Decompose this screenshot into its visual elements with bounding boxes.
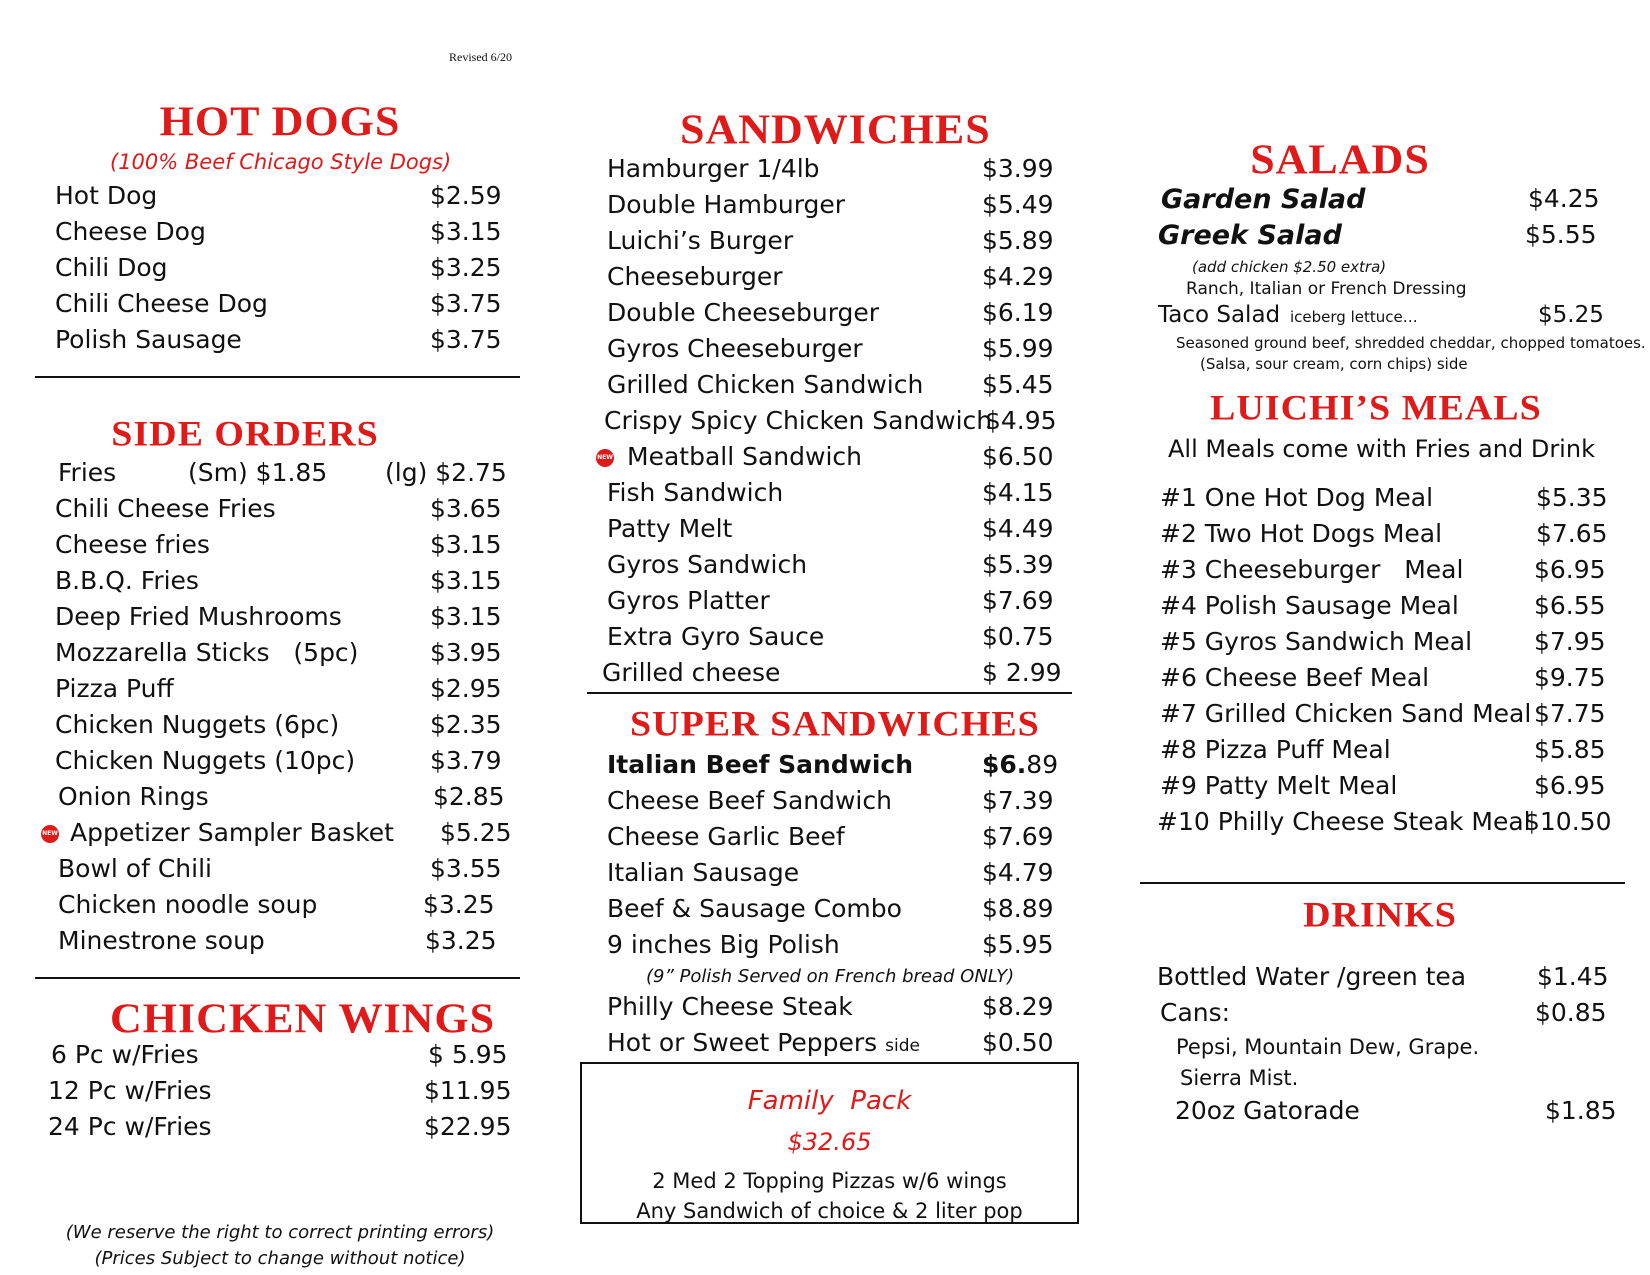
item-name: B.B.Q. Fries [55, 566, 199, 595]
item-name: Double Hamburger [607, 190, 846, 219]
item-name: #6 Cheese Beef Meal [1160, 663, 1430, 692]
menu-item [607, 750, 1077, 786]
menu-item [1160, 555, 1620, 591]
item-name: Crispy Spicy Chicken Sandwich [604, 406, 993, 435]
new-badge-icon: NEW [41, 825, 59, 843]
item-name: #5 Gyros Sandwich Meal [1160, 627, 1473, 656]
menu-item-gatorade [1175, 1096, 1615, 1132]
item-price: $5.85 [1534, 735, 1606, 764]
item-name: 6 Pc w/Fries [51, 1040, 199, 1069]
item-price: $3.65 [430, 494, 502, 523]
dressing-note: Ranch, Italian or French Dressing [1186, 279, 1467, 299]
menu-item [55, 494, 525, 530]
divider [1140, 882, 1625, 884]
item-price: $5.99 [982, 334, 1054, 363]
item-name: Cheese Dog [55, 217, 206, 246]
menu-item [55, 325, 505, 361]
item-price: $2.35 [430, 710, 502, 739]
item-name: Bottled Water /green tea [1157, 962, 1467, 991]
menu-item [607, 622, 1077, 658]
menu-item [55, 253, 505, 289]
item-name: Minestrone soup [58, 926, 265, 955]
item-name: #9 Patty Melt Meal [1160, 771, 1398, 800]
item-name: Fries [58, 458, 117, 487]
item-name: #2 Two Hot Dogs Meal [1160, 519, 1443, 548]
hot-dogs-heading: HOT DOGS [159, 98, 401, 145]
menu-item [55, 782, 525, 818]
family-pack-line1: 2 Med 2 Topping Pizzas w/6 wings [652, 1169, 1007, 1193]
menu-item [1160, 591, 1620, 627]
item-price: $5.25 [440, 818, 512, 847]
menu-item [607, 586, 1077, 622]
item-price: $2.95 [430, 674, 502, 703]
revised-date: Revised 6/20 [449, 50, 512, 64]
polish-note: (9” Polish Served on French bread ONLY) [646, 966, 1015, 987]
item-name: 20oz Gatorade [1175, 1096, 1360, 1125]
item-price: $3.25 [430, 253, 502, 282]
item-name: Fish Sandwich [607, 478, 784, 507]
item-price: $0.75 [982, 622, 1054, 651]
item-name: Beef & Sausage Combo [607, 894, 902, 923]
item-name: Italian Beef Sandwich [607, 750, 914, 779]
meals-heading: LUICHI’S MEALS [1210, 388, 1542, 428]
item-name: Chicken Nuggets (10pc) [55, 746, 356, 775]
item-name: #1 One Hot Dog Meal [1160, 483, 1434, 512]
menu-item [607, 992, 1077, 1028]
item-name: Chili Dog [55, 253, 168, 282]
item-name: Chicken Nuggets (6pc) [55, 710, 340, 739]
menu-item [55, 854, 525, 890]
side-orders-heading: SIDE ORDERS [111, 414, 379, 454]
item-price: $5.35 [1536, 483, 1608, 512]
item-price: $7.95 [1534, 627, 1606, 656]
family-pack-title: Family Pack [747, 1086, 912, 1116]
item-name: Luichi’s Burger [607, 226, 794, 255]
item-price: $6.95 [1534, 555, 1606, 584]
menu-item [55, 181, 505, 217]
item-name: Grilled cheese [602, 658, 781, 687]
menu-item [1160, 519, 1620, 555]
item-price: $3.15 [430, 530, 502, 559]
super-sandwiches-heading: SUPER SANDWICHES [630, 704, 1040, 744]
menu-item [607, 1028, 1077, 1064]
item-price: $11.95 [424, 1076, 512, 1105]
taco-note-sides: (Salsa, sour cream, corn chips) side [1200, 355, 1468, 373]
item-price: $7.69 [982, 822, 1054, 851]
menu-item [607, 262, 1077, 298]
item-price: $0.50 [982, 1028, 1054, 1057]
item-price: $3.15 [430, 566, 502, 595]
item-price: $5.49 [982, 190, 1054, 219]
item-price: $1.85 [1545, 1096, 1617, 1125]
item-price [982, 750, 1058, 779]
item-price: $7.39 [982, 786, 1054, 815]
item-name: Garden Salad [1161, 184, 1366, 215]
item-price: $3.25 [423, 890, 495, 919]
item-price: $7.69 [982, 586, 1054, 615]
item-name: Italian Sausage [607, 858, 800, 887]
disclaimer-printing: (We reserve the right to correct printing errors) [65, 1222, 495, 1243]
hot-dogs-list [55, 181, 505, 361]
menu-item [1158, 220, 1608, 256]
menu-item [48, 1040, 518, 1076]
item-name [607, 1028, 920, 1057]
item-price-rest: 89 [1026, 750, 1059, 779]
item-name: Philly Cheese Steak [607, 992, 853, 1021]
meals-list [1157, 483, 1620, 843]
item-price: $5.55 [1525, 220, 1597, 249]
item-name: #4 Polish Sausage Meal [1160, 591, 1459, 620]
menu-item [1160, 627, 1620, 663]
super-sandwiches-list [607, 750, 1077, 966]
item-name: Gyros Cheeseburger [607, 334, 863, 363]
menu-item-new [597, 442, 1077, 478]
side-orders-list [42, 458, 525, 962]
item-name: Extra Gyro Sauce [607, 622, 825, 651]
salads-heading: SALADS [1250, 136, 1430, 183]
item-price: $5.25 [1538, 302, 1604, 328]
item-price-bold: $6. [982, 750, 1027, 779]
item-price: $5.89 [982, 226, 1054, 255]
item-name: #10 Philly Cheese Steak Meal [1157, 807, 1531, 836]
hot-dogs-subtitle: (100% Beef Chicago Style Dogs) [110, 150, 452, 174]
menu-item [607, 190, 1077, 226]
menu-item [48, 1076, 518, 1112]
item-price: $3.95 [430, 638, 502, 667]
item-price: $3.15 [430, 217, 502, 246]
menu-item [55, 674, 525, 710]
item-price: $4.29 [982, 262, 1054, 291]
menu-item [55, 530, 525, 566]
add-chicken-note: (add chicken $2.50 extra) [1192, 258, 1387, 276]
divider [35, 977, 520, 979]
item-name: Mozzarella Sticks (5pc) [55, 638, 359, 667]
menu-item [607, 478, 1077, 514]
item-name: #8 Pizza Puff Meal [1160, 735, 1391, 764]
menu-item [1158, 184, 1608, 220]
drinks-list [1157, 962, 1617, 1034]
item-price: $1.45 [1537, 962, 1609, 991]
drinks-heading: DRINKS [1303, 895, 1457, 935]
new-badge-icon: NEW [596, 449, 614, 467]
item-price: $3.15 [430, 602, 502, 631]
item-price: $4.95 [985, 406, 1057, 435]
item-price: $3.75 [430, 325, 502, 354]
menu-item-new [42, 818, 525, 854]
cans-list-2: Sierra Mist. [1180, 1066, 1299, 1090]
menu-item [607, 154, 1077, 190]
menu-item [55, 566, 525, 602]
disclaimer-prices: (Prices Subject to change without notice) [94, 1248, 466, 1269]
menu-item-taco-salad [1158, 302, 1608, 338]
item-price: $7.65 [1536, 519, 1608, 548]
menu-item [607, 894, 1077, 930]
item-name: Double Cheeseburger [607, 298, 880, 327]
menu-item [55, 217, 505, 253]
menu-item [607, 786, 1077, 822]
item-price: $0.85 [1535, 998, 1607, 1027]
item-name: Cans: [1160, 998, 1231, 1027]
item-name: Chili Cheese Fries [55, 494, 276, 523]
item-name: Cheese Garlic Beef [607, 822, 845, 851]
menu-item [55, 602, 525, 638]
item-name: 9 inches Big Polish [607, 930, 840, 959]
item-name: Cheese fries [55, 530, 210, 559]
item-price-small: (Sm) $1.85 [188, 458, 328, 487]
sandwiches-list [597, 154, 1077, 694]
item-price: $2.59 [430, 181, 502, 210]
menu-item [607, 514, 1077, 550]
family-pack-price: $32.65 [787, 1128, 872, 1156]
item-price: $6.50 [982, 442, 1054, 471]
item-name: Chicken noodle soup [58, 890, 318, 919]
item-price: $3.25 [425, 926, 497, 955]
menu-item [607, 822, 1077, 858]
menu-item [55, 289, 505, 325]
item-name: #7 Grilled Chicken Sand Meal [1160, 699, 1532, 728]
item-name: Polish Sausage [55, 325, 242, 354]
menu-item [1157, 807, 1620, 843]
chicken-wings-list [48, 1040, 518, 1148]
item-price: $3.99 [982, 154, 1054, 183]
chicken-wings-heading: CHICKEN WINGS [110, 995, 496, 1042]
divider [35, 376, 520, 378]
menu-item [607, 334, 1077, 370]
item-name: Gyros Platter [607, 586, 770, 615]
cans-list-1: Pepsi, Mountain Dew, Grape. [1176, 1035, 1480, 1059]
item-name: Greek Salad [1158, 220, 1342, 251]
item-price: $5.45 [982, 370, 1054, 399]
item-price: $5.95 [982, 930, 1054, 959]
family-pack-desc [582, 1166, 1077, 1226]
item-name: Hamburger 1/4lb [607, 154, 820, 183]
menu-item [1160, 735, 1620, 771]
menu-item [1157, 998, 1617, 1034]
item-name: Cheese Beef Sandwich [607, 786, 892, 815]
menu-item [604, 406, 1077, 442]
item-name: Patty Melt [607, 514, 733, 543]
menu-item [1160, 483, 1620, 519]
item-name: Taco Salad [1158, 302, 1281, 328]
sandwiches-heading: SANDWICHES [680, 106, 991, 153]
menu-item [1160, 699, 1620, 735]
menu-item [55, 638, 525, 674]
item-price: $3.79 [430, 746, 502, 775]
salads-list [1158, 184, 1608, 256]
item-name-main: Hot or Sweet Peppers [607, 1028, 878, 1057]
family-pack-box [580, 1062, 1079, 1224]
item-name-suffix: side [885, 1036, 920, 1056]
item-price: $2.85 [433, 782, 505, 811]
item-price-large: (lg) $2.75 [385, 458, 507, 487]
item-price: $7.75 [1534, 699, 1606, 728]
item-name: Bowl of Chili [58, 854, 212, 883]
item-price: $4.49 [982, 514, 1054, 543]
item-price: $6.19 [982, 298, 1054, 327]
item-name: Hot Dog [55, 181, 158, 210]
menu-item [607, 298, 1077, 334]
item-desc: iceberg lettuce… [1290, 308, 1418, 326]
taco-note-ingredients: Seasoned ground beef, shredded cheddar, chopped tomatoes. [1176, 334, 1646, 352]
item-price: $8.29 [982, 992, 1054, 1021]
meals-subtitle: All Meals come with Fries and Drink [1168, 435, 1595, 463]
item-price: $ 2.99 [982, 658, 1062, 687]
menu-item-fries [55, 458, 525, 494]
menu-item [55, 926, 525, 962]
item-price: $4.25 [1528, 184, 1600, 213]
item-price: $22.95 [424, 1112, 512, 1141]
item-name: Appetizer Sampler Basket [70, 818, 394, 847]
item-name: Cheeseburger [607, 262, 783, 291]
menu-item [1160, 771, 1620, 807]
item-name: 24 Pc w/Fries [48, 1112, 212, 1141]
menu-item [55, 710, 525, 746]
item-name: Deep Fried Mushrooms [55, 602, 342, 631]
item-price: $8.89 [982, 894, 1054, 923]
divider [587, 692, 1072, 694]
item-name: Chili Cheese Dog [55, 289, 268, 318]
item-name: Onion Rings [58, 782, 209, 811]
item-price: $4.79 [982, 858, 1054, 887]
item-name: Gyros Sandwich [607, 550, 808, 579]
item-name: Pizza Puff [55, 674, 174, 703]
item-price: $6.95 [1534, 771, 1606, 800]
item-price: $10.50 [1524, 807, 1612, 836]
item-price: $3.75 [430, 289, 502, 318]
menu-item [607, 226, 1077, 262]
menu-item [607, 550, 1077, 586]
menu-item [55, 746, 525, 782]
menu-item [1157, 962, 1617, 998]
item-name: 12 Pc w/Fries [48, 1076, 212, 1105]
menu-item [607, 370, 1077, 406]
item-name: #3 Cheeseburger Meal [1160, 555, 1464, 584]
item-name: Grilled Chicken Sandwich [607, 370, 924, 399]
item-price: $4.15 [982, 478, 1054, 507]
item-price: $9.75 [1534, 663, 1606, 692]
menu-item [55, 890, 525, 926]
super-sandwiches-list-2 [607, 992, 1077, 1064]
family-pack-line2: Any Sandwich of choice & 2 liter pop [636, 1199, 1023, 1223]
item-name: Meatball Sandwich [627, 442, 862, 471]
menu-item [607, 858, 1077, 894]
menu-item [48, 1112, 518, 1148]
item-price: $5.39 [982, 550, 1054, 579]
menu-item [602, 658, 1077, 694]
item-price: $6.55 [1534, 591, 1606, 620]
item-price: $ 5.95 [428, 1040, 508, 1069]
item-price: $3.55 [430, 854, 502, 883]
menu-item [1160, 663, 1620, 699]
menu-item [607, 930, 1077, 966]
